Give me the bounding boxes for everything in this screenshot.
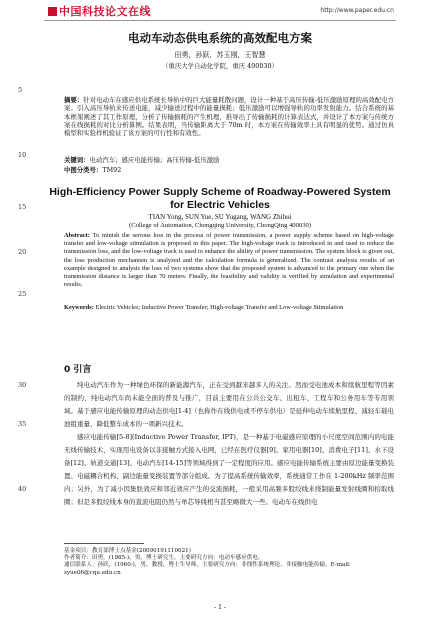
footnotes — [64, 548, 394, 577]
keywords-en — [64, 304, 394, 312]
line-number: 30 — [18, 381, 27, 389]
page-header — [0, 0, 440, 22]
logo-mark-icon — [48, 7, 57, 16]
abstract-en-label: Abstract: — [64, 232, 90, 239]
clc-cn-label: 中图分类号： — [64, 166, 103, 174]
keywords-cn-label: 关键词： — [64, 156, 90, 164]
line-number: 5 — [18, 86, 23, 94]
line-number: 10 — [18, 151, 27, 159]
keywords-cn — [64, 156, 394, 164]
logo-text: 中国科技论文在线 — [59, 5, 151, 18]
authors-en: TIAN Yong, SUN Yue, SU Yugang, WANG Zhihui — [148, 213, 292, 221]
abstract-cn-label: 摘要： — [64, 96, 84, 104]
title-cn: 电动车动态供电系统的高效配电方案 — [128, 31, 312, 45]
affiliation-en: (College of Automation, Chongqing University, ChongQing 400030) — [129, 222, 311, 229]
line-number: 20 — [18, 248, 27, 256]
line-number: 40 — [18, 485, 27, 493]
authors-cn: 田勇，孙跃，苏玉刚，王智慧 — [174, 51, 266, 59]
footnote-fund: 基金项目：教育部博士点基金(20090191110021) — [64, 548, 191, 554]
line-number: 35 — [18, 420, 27, 428]
line-number: 15 — [18, 203, 27, 211]
keywords-cn-text: 电动汽车；感应电能传输；高压传输-低压激励 — [89, 156, 220, 164]
clc-cn — [64, 166, 394, 174]
header-rule — [44, 20, 396, 21]
affiliation-cn: （重庆大学自动化学院，重庆 400030） — [162, 62, 278, 70]
footnote-author: 作者简介：田勇，(1985-)，男，博士研究生，主要研究方向：电动车感应供电。 — [64, 555, 264, 562]
intro-paragraph-2: 感应电能传输[5-8](Inductive Power Transfer, IPT)，是一种基于电磁感应原理的小尺度空间范围内的电能无线传输技术，实现用电设备以非接触方式接入电网，已经在医疗仪器[9]、家用电器[10]、消费电子[11]、水下设备[12]、轨道交通[13]、电动汽车[14-15]等领域得到了一定程度的应用。感应电能传输系统主要由原边能量变换装置、电磁耦合机构、副边能量变换装置等部分组成。为了提高系统传输效率，系统通常工作在 1-200kHz 频率范围内；另外，为了减小因集肤效应和邻近效应产生的交流损耗，一般采用高频多股绞线来绕制能量发射线圈和拾取线圈；但是多股绞线本身的直流电阻仍然与单芯导线相当甚至略微大一些。电动车在线供电 — [64, 433, 394, 506]
page-number: - 1 - — [214, 604, 226, 611]
journal-logo — [48, 3, 151, 19]
abstract-en — [64, 232, 394, 289]
header-url[interactable]: http://www.paper.edu.cn — [320, 7, 394, 14]
title-en: High-Efficiency Power Supply Scheme of Roadway-Powered System for Electric Vehicles — [49, 186, 391, 211]
intro-paragraph-1: 纯电动汽车作为一种绿色环保的新能源汽车，正在受到越来越多人的关注。然而受电池成本和续航里程等因素的制约，纯电动汽车尚未能全面的普及与推广，目前主要用在公共公交车、出租车、工程车和公务用车等专用领域。基于感应电能传输原理的动态供电[1-4]（也称作在线供电或不停车供电）是延伸电动车续航里程、减轻车载电池组重量、降低整车成本的一项新兴技术。 — [64, 381, 394, 428]
keywords-en-text: Electric Vehicles; Inductive Power Transfer; High-voltage Transfer and Low-voltage Stimulation — [95, 304, 344, 311]
section-heading-intro: 0 引言 — [64, 365, 92, 375]
line-number: 25 — [18, 290, 27, 298]
abstract-cn — [64, 96, 394, 137]
clc-cn-text: TM92 — [102, 166, 122, 174]
footnote-rule — [64, 543, 144, 544]
abstract-cn-text: 针对电动车在感应供电系统长导轨中的巨大能量耗散问题，设计一种基于高压传输-低压激励原理的高效配电方案。引入高压导轨来传送电能，减少输送过程中的能量损耗；低压激励可以增强导轨的功率发射能力。结合系统的基本框架阐述了其工作原理，分析了传输损耗的产生机理，推导出了传输损耗的计算表达式，并设计了本方案与传统方案在线损耗的对比分析算例。结果表明，当传输距离大于 70m 时，本方案在传输效率上具有明显的优势。通过仿真模型和实验样机验证了该方案的可行性和有效性。 — [64, 96, 394, 138]
keywords-en-label: Keywords: — [64, 304, 94, 311]
footnote-contact: 通信联系人：孙跃，(1960-)，男，教授，博士生导师，主要研究方向：非线性系统理论、非接触电能传输。E-mail: syue06@cqu.edu.cn — [64, 562, 351, 576]
abstract-en-text: To minish the serious loss in the process of power transmission, a power supply scheme based on high-voltage transfer and low-voltage stimulation is proposed in this paper. The high-voltage track is introduced in and used to reduce the transmission loss, and the low-voltage track is used to enhance the ability of power transmission. The system block is given out, the loss production mechanism is analyzed and the calculation formula is generalized. The contrast analysis results of an example designed to analysis the loss of two systems show that the proposed system is advanced to the primary one when the transmission distance is larger than 70 meters. Finally, the feasibility and validity is verified by simulation and experimental results. — [64, 232, 395, 289]
